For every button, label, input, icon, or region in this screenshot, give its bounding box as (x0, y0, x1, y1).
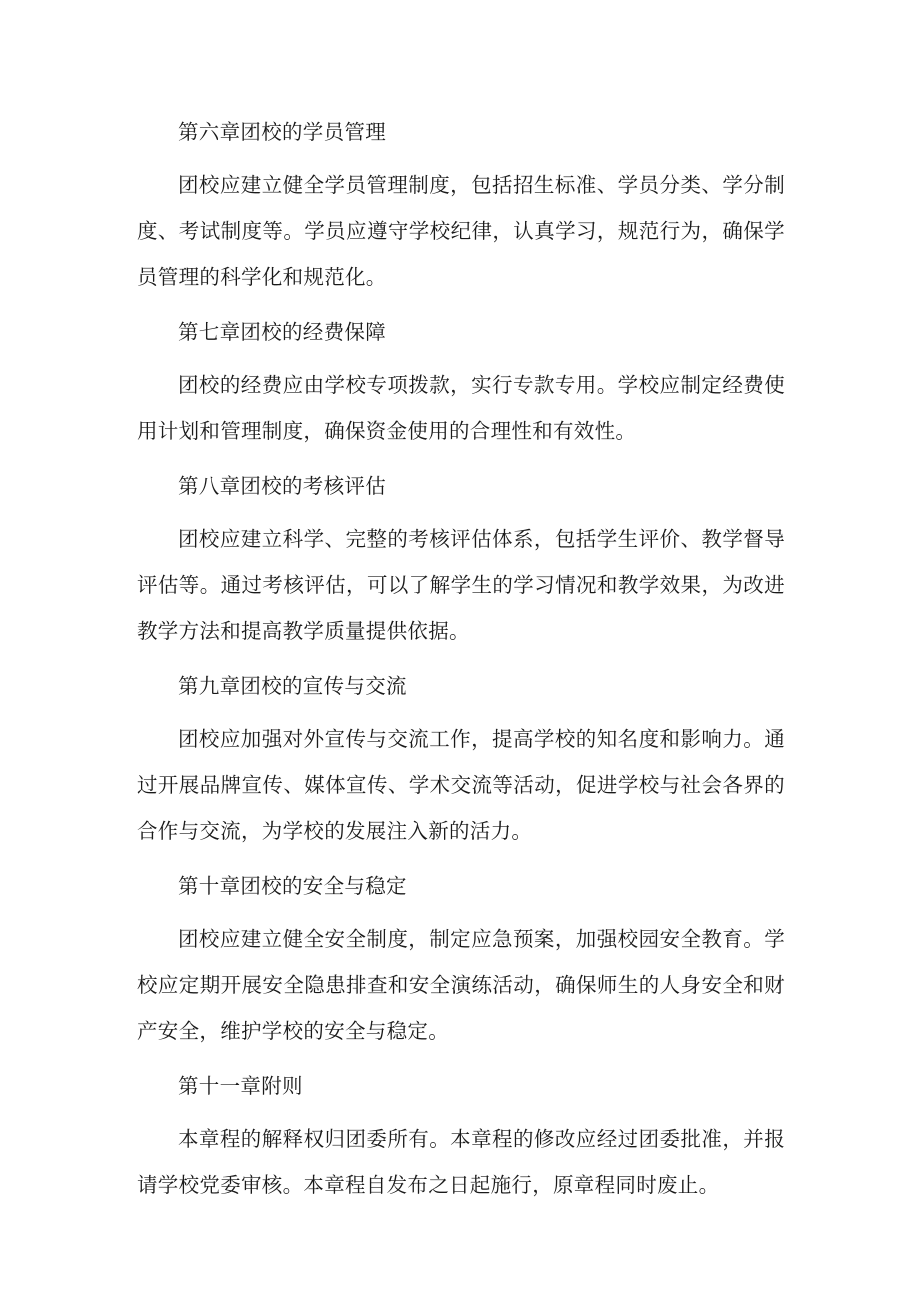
chapter-heading: 第十一章附则 (178, 1074, 303, 1098)
chapter-7 (137, 309, 785, 454)
chapter-heading: 第九章团校的宣传与交流 (178, 674, 407, 698)
chapter-paragraph: 团校应加强对外宣传与交流工作，提高学校的知名度和影响力。通过开展品牌宣传、媒体宣传、学术交流等活动，促进学校与社会各界的合作与交流，为学校的发展注入新的活力。 (137, 727, 785, 843)
chapter-paragraph: 本章程的解释权归团委所有。本章程的修改应经过团委批准，并报请学校党委审核。本章程自发布之日起施行，原章程同时废止。 (137, 1127, 785, 1197)
chapter-8 (137, 463, 785, 654)
chapter-heading: 第七章团校的经费保障 (178, 320, 386, 344)
chapter-heading: 第六章团校的学员管理 (178, 120, 386, 144)
chapter-10 (137, 863, 785, 1054)
chapter-11 (137, 1063, 785, 1208)
chapter-paragraph: 团校应建立健全安全制度，制定应急预案，加强校园安全教育。学校应定期开展安全隐患排查和安全演练活动，确保师生的人身安全和财产安全，维护学校的安全与稳定。 (137, 927, 785, 1043)
chapter-paragraph: 团校应建立科学、完整的考核评估体系，包括学生评价、教学督导评估等。通过考核评估，可以了解学生的学习情况和教学效果，为改进教学方法和提高教学质量提供依据。 (137, 527, 785, 643)
chapter-heading: 第八章团校的考核评估 (178, 474, 386, 498)
document-body (137, 109, 785, 1217)
chapter-paragraph: 团校应建立健全学员管理制度，包括招生标准、学员分类、学分制度、考试制度等。学员应遵守学校纪律，认真学习，规范行为，确保学员管理的科学化和规范化。 (137, 173, 785, 289)
chapter-6 (137, 109, 785, 300)
chapter-paragraph: 团校的经费应由学校专项拨款，实行专款专用。学校应制定经费使用计划和管理制度，确保资金使用的合理性和有效性。 (137, 373, 785, 443)
chapter-9 (137, 663, 785, 854)
chapter-heading: 第十章团校的安全与稳定 (178, 874, 407, 898)
